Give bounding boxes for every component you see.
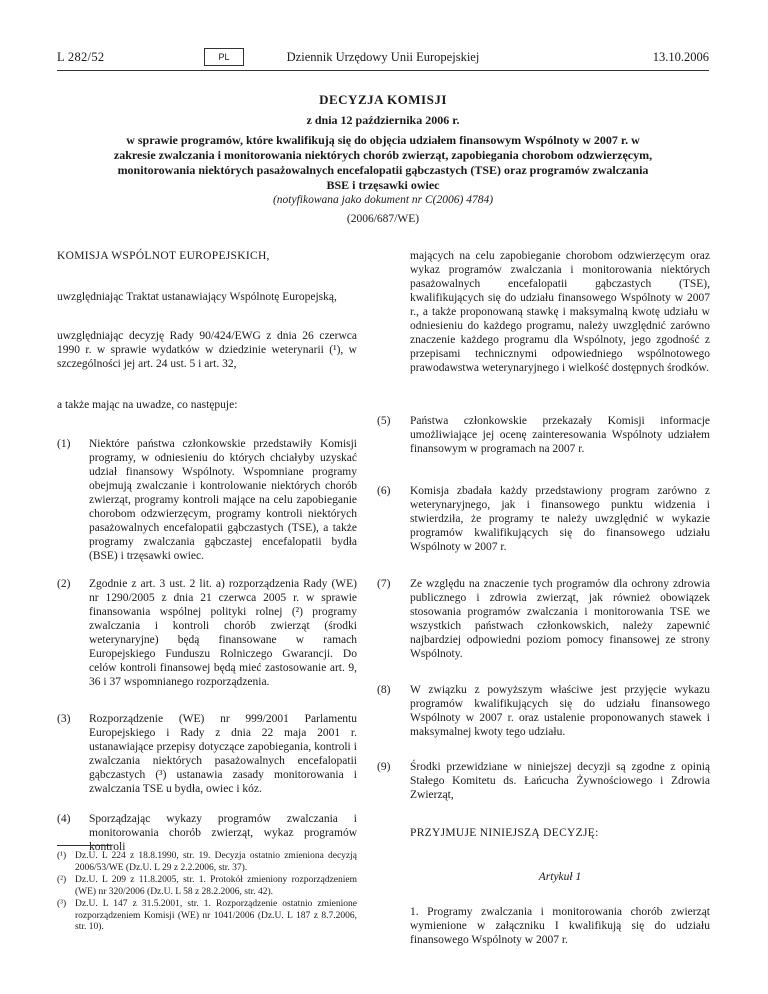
journal-title: Dziennik Urzędowy Unii Europejskiej [286, 50, 480, 64]
footnote-text: Dz.U. L 147 z 31.5.2001, str. 1. Rozporządzenie ostatnio zmienione rozporządzeniem Komisji (WE) nr 1041/2006 (Dz.U. L 187 z 8.7.2006, str. 10). [75, 899, 357, 932]
recital-number: (3) [57, 713, 71, 725]
recital-text: Zgodnie z art. 3 ust. 2 lit. a) rozporządzenia Rady (WE) nr 1290/2005 z dnia 21 czerwca 2005 r. w sprawie finansowania wspólnej polityki rolnej (²) programy zwalczania i kontroli chorób zwierząt (środki weterynaryjne) będą finansowane w ramach Europejskiego Funduszu Rolniczego Gwarancji. Do celów kontroli finansowej będą mieć zastosowanie art. 9, 36 i 37 wspomnianego rozporządzenia. [89, 578, 357, 688]
footnote-number: (¹) [57, 851, 67, 861]
footnote-number: (³) [57, 899, 67, 909]
footnote [57, 899, 357, 934]
recital-number: (7) [377, 578, 391, 590]
recital-number: (4) [57, 813, 71, 825]
footnote [57, 851, 357, 874]
footnote [57, 875, 357, 898]
footnote-rule [57, 845, 112, 846]
recital-number: (5) [377, 415, 391, 427]
recital-continuation: mających na celu zapobieganie chorobom odzwierzęcym oraz wykaz programów zwalczania i monitorowania niektórych pasażowalnych encefalopatii gąbczastych (TSE), kwalifikujących się do udziału finansowego Wspólnoty w 2007 r., a także proponowaną stawkę i maksymalną kwotę udziału w odniesieniu do każdego programu, należy uwzględnić zarówno znaczenie każdego programu dla Wspólnoty, jego zgodność z przepisami technicznymi odpowiedniego wspólnotowego prawodawstwa weterynaryjnego i wielkość dostępnych środków. [410, 250, 710, 374]
preamble-council-decision: uwzględniając decyzję Rady 90/424/EWG z dnia 26 czerwca 1990 r. w sprawie wydatków w dziedzinie weterynarii (¹), w szczególności jej art. 24 ust. 5 i art. 32, [57, 330, 357, 370]
page-header [57, 48, 709, 70]
recital-number: (6) [377, 485, 391, 497]
article-title: Artykuł 1 [538, 871, 582, 883]
recital-text: Ze względu na znaczenie tych programów dla ochrony zdrowia publicznego i zdrowia zwierząt, jak również obowiązek stosowania programów zwalczania i monitorowania TSE we wszystkich państwach członkowskich, należy zapewnić najbardziej odpowiedni poziom pomocy finansowej ze strony Wspólnoty. [410, 578, 710, 660]
recital-number: (9) [377, 761, 391, 773]
recital-number: (8) [377, 684, 391, 696]
recital-text: Rozporządzenie (WE) nr 999/2001 Parlamentu Europejskiego i Rady z dnia 22 maja 2001 r. ustanawiające przepisy dotyczące zapobiegania, kontroli i zwalczania niektórych pasażowalnych encefalopatii gąbczastych (³) ustanawia zasady monitorowania i zwalczania TSE u bydła, owiec i kóz. [89, 713, 357, 795]
preamble-commission: KOMISJA WSPÓLNOT EUROPEJSKICH, [57, 250, 270, 262]
footnote-text: Dz.U. L 224 z 18.8.1990, str. 19. Decyzja ostatnio zmieniona decyzją 2006/53/WE (Dz.U. L 29 z 2.2.2006, str. 37). [75, 851, 357, 873]
issue-date: 13.10.2006 [652, 50, 709, 64]
header-rule [57, 70, 709, 71]
decision-title: DECYZJA KOMISJI [319, 92, 447, 107]
recital-text: Państwa członkowskie przekazały Komisji informacje umożliwiające jej ocenę zainteresowania Wspólnoty udziałem finansowym w programach na 2007 r. [410, 415, 710, 455]
recital-text: Niektóre państwa członkowskie przedstawiły Komisji programy, w odniesieniu do których chciałyby uzyskać udział finansowy Wspólnoty. Wspomniane programy obejmują zwalczanie i kontrolowanie niektórych chorób zwierząt, programy kontroli mające na celu zapobieganie chorobom odzwierzęcym, programy kontroli niektórych pasażowalnych encefalopatii gąbczastych (TSE), a także programy zwalczania gąbczastej encefalopatii bydła (BSE) i trzęsawki owiec. [89, 438, 357, 562]
recital-number: (2) [57, 578, 71, 590]
language-badge: PL [204, 48, 244, 66]
preamble-treaty: uwzględniając Traktat ustanawiający Wspólnotę Europejską, [57, 291, 337, 303]
notification-line: (notyfikowana jako dokument nr C(2006) 4784) [272, 194, 494, 206]
recital-text: Środki przewidziane w niniejszej decyzji są zgodne z opinią Stałego Komitetu ds. Łańcucha Żywnościowego i Zdrowia Zwierząt, [410, 761, 710, 801]
recital-text: Komisja zbadała każdy przedstawiony program zarówno z weterynaryjnego, jak i finansowego punktu widzenia i stwierdziła, że programy te należy uwzględnić w wykazie programów kwalifikujących się do finansowego udziału Wspólnoty w 2007 r. [410, 485, 710, 553]
preamble-whereas: a także mając na uwadze, co następuje: [57, 399, 238, 411]
decision-date: z dnia 12 października 2006 r. [306, 113, 460, 127]
journal-ref: L 282/52 [57, 50, 105, 64]
recital-text: Sporządzając wykazy programów zwalczania i monitorowania chorób zwierząt, wykaz programów kontroli [89, 813, 357, 853]
article-paragraph: 1. Programy zwalczania i monitorowania chorób zwierząt wymienione w załączniku I kwalifikują się do udziału finansowego Wspólnoty w 2007 r. [410, 906, 710, 946]
decision-subject: w sprawie programów, które kwalifikują się do objęcia udziałem finansowym Wspólnoty w 2007 r. w zakresie zwalczania i monitorowania niektórych chorób zwierząt, zapobiegania chorobom odzwierzęcym, monitorowania niektórych pasażowalnych encefalopatii gąbczastych (TSE) oraz programów zwalczania BSE i trzęsawki owiec [113, 133, 653, 192]
decision-reference: (2006/687/WE) [346, 213, 420, 225]
recital-number: (1) [57, 438, 71, 450]
footnote-number: (²) [57, 875, 67, 885]
recital-text: W związku z powyższym właściwe jest przyjęcie wykazu programów kwalifikujących się do udziału finansowego Wspólnoty w 2007 r. oraz ustalenie proponowanych stawek i maksymalnej kwoty tego udziału. [410, 684, 710, 738]
footnote-text: Dz.U. L 209 z 11.8.2005, str. 1. Protokół zmieniony rozporządzeniem (WE) nr 320/2006 (Dz.U. L 58 z 28.2.2006, str. 42). [75, 875, 357, 897]
adopts-statement: PRZYJMUJE NINIEJSZĄ DECYZJĘ: [410, 827, 599, 839]
